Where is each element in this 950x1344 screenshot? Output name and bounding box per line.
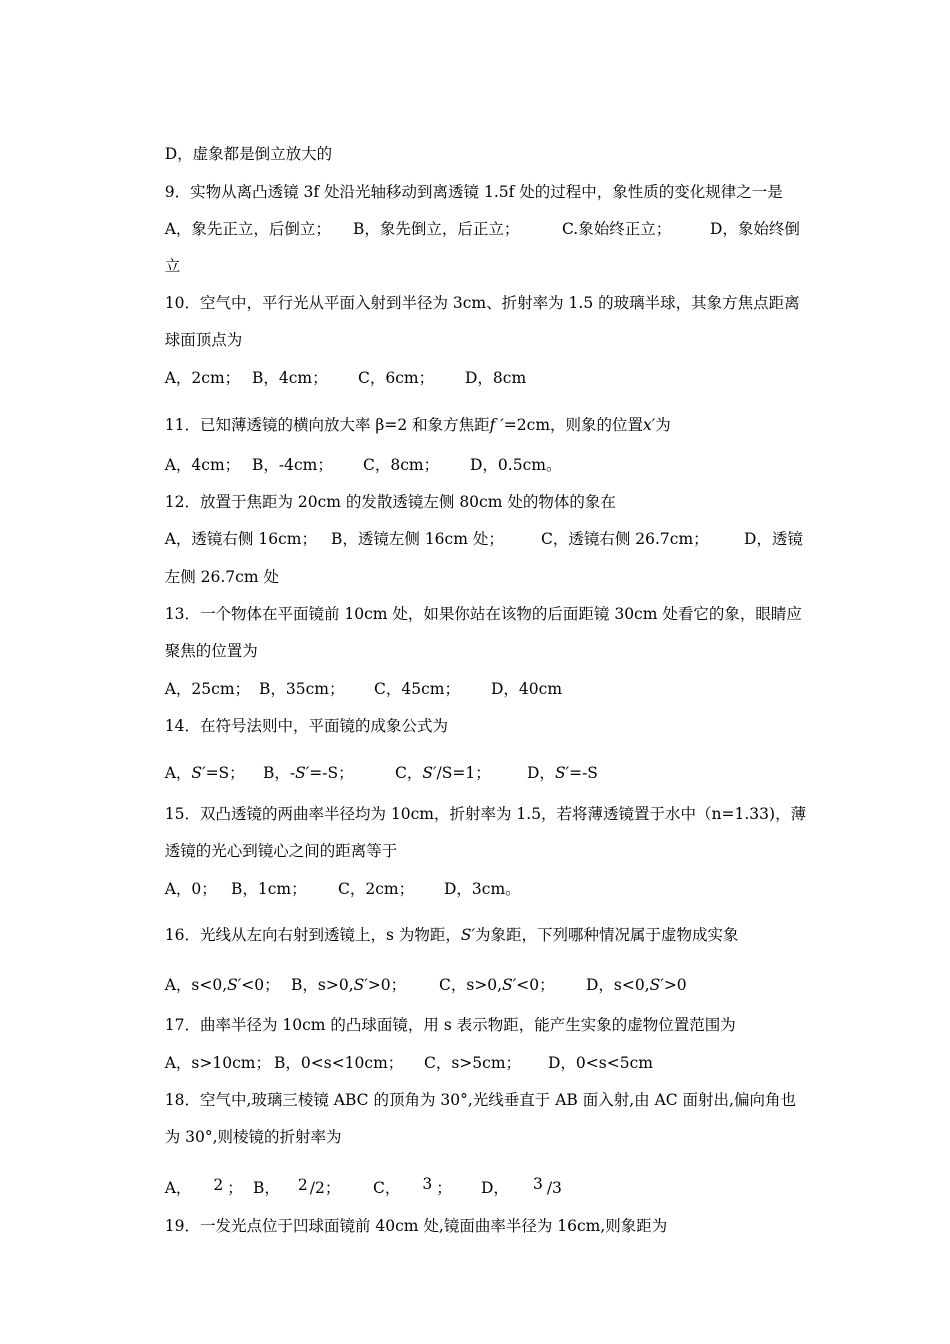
q18-stem: 18．空气中,玻璃三棱镜 ABC 的顶角为 30°,光线垂直于 AB 面入射,由 AC 面射出,偏向角也 (164, 1091, 796, 1109)
q10-option-b: B，4cm； (252, 369, 328, 387)
q16-option-b: B，s>0,S′>0； (291, 976, 407, 994)
q10-option-c: C，6cm； (358, 369, 435, 387)
q17-option-d: D，0<s<5cm (548, 1054, 653, 1072)
q13-stem: 13．一个物体在平面镜前 10cm 处，如果你站在该物的后面距镜 30cm 处看它的象，眼睛应 (164, 605, 802, 623)
q10-option-d: D，8cm (465, 369, 527, 387)
q13-stem-cont: 聚焦的位置为 (164, 642, 258, 660)
q9-option-d: D，象始终倒 (710, 220, 800, 238)
q14-option-b: B，-S′=-S； (263, 764, 354, 782)
q15-stem: 15．双凸透镜的两曲率半径均为 10cm，折射率为 1.5，若将薄透镜置于水中（n=1.33)，薄 (164, 805, 807, 823)
q9-option-a: A，象先正立，后倒立； (164, 220, 331, 238)
q16-option-d: D，s<0,S′>0 (586, 976, 687, 994)
q13-option-a: A，25cm； (164, 680, 251, 698)
q16-option-a: A，s<0,S′<0； (164, 976, 280, 994)
q12-stem: 12．放置于焦距为 20cm 的发散透镜左侧 80cm 处的物体的象在 (164, 493, 616, 511)
q11-stem: 11．已知薄透镜的横向放大率 β=2 和象方焦距f ′=2cm，则象的位置x′为 (164, 416, 671, 434)
q9-option-b: B，象先倒立，后正立； (353, 220, 520, 238)
q15-option-b: B，1cm； (231, 880, 307, 898)
q15-option-a: A，0； (164, 880, 217, 898)
q15-option-c: C，2cm； (338, 880, 415, 898)
q11-option-a: A，4cm； (164, 456, 241, 474)
q18-stem-cont: 为 30°,则棱镜的折射率为 (164, 1128, 342, 1146)
q9-stem: 9．实物从离凸透镜 3f 处沿光轴移动到离透镜 1.5f 处的过程中，象性质的变化规律之一是 (164, 183, 783, 201)
q18-option-a: A， 2 ； (164, 1176, 243, 1197)
q16-option-c: C，s>0,S′<0； (439, 976, 555, 994)
q12-option-a: A，透镜右侧 16cm； (164, 530, 317, 548)
q13-option-b: B，35cm； (259, 680, 345, 698)
q11-option-d: D，0.5cm。 (470, 456, 562, 474)
q19-stem: 19．一发光点位于凹球面镜前 40cm 处,镜面曲率半径为 16cm,则象距为 (164, 1217, 668, 1235)
q9-option-c: C.象始终正立； (562, 220, 672, 238)
q10-stem-cont: 球面顶点为 (164, 331, 243, 349)
q14-option-c: C，S′/S=1； (395, 764, 491, 782)
q15-stem-cont: 透镜的光心到镜心之间的距离等于 (164, 842, 398, 860)
q11-option-b: B，-4cm； (252, 456, 333, 474)
q17-option-a: A，s>10cm； (164, 1054, 271, 1072)
q12-option-d: D，透镜 (744, 530, 803, 548)
q15-option-d: D，3cm。 (444, 880, 521, 898)
q11-option-c: C，8cm； (363, 456, 440, 474)
q13-option-d: D，40cm (491, 680, 563, 698)
q10-stem: 10．空气中，平行光从平面入射到半径为 3cm、折射率为 1.5 的玻璃半球，其象方焦点距离 (164, 294, 800, 312)
q14-stem: 14．在符号法则中，平面镜的成象公式为 (164, 717, 448, 735)
q12-option-d-wrap: 左侧 26.7cm 处 (164, 568, 279, 586)
q18-option-d: D， 3 /3 (481, 1175, 562, 1197)
q10-option-a: A，2cm； (164, 369, 241, 387)
q14-option-a: A，S′=S； (164, 764, 245, 782)
q18-option-b: B， 2 /2； (253, 1176, 341, 1197)
q8-option-d: D，虚象都是倒立放大的 (164, 145, 333, 163)
q14-option-d: D，S′=-S (527, 764, 598, 782)
q17-option-c: C，s>5cm； (424, 1054, 522, 1072)
q13-option-c: C，45cm； (374, 680, 460, 698)
q12-option-b: B，透镜左侧 16cm 处； (331, 530, 504, 548)
q16-stem: 16．光线从左向右射到透镜上，s 为物距，S′为象距，下列哪种情况属于虚物成实象 (164, 926, 739, 944)
q9-option-d-wrap: 立 (164, 257, 181, 275)
q17-option-b: B，0<s<10cm； (274, 1054, 404, 1072)
q17-stem: 17．曲率半径为 10cm 的凸球面镜，用 s 表示物距，能产生实象的虚物位置范围为 (164, 1016, 736, 1034)
q12-option-c: C，透镜右侧 26.7cm； (541, 530, 709, 548)
q18-option-c: C， 3 ； (373, 1175, 452, 1197)
